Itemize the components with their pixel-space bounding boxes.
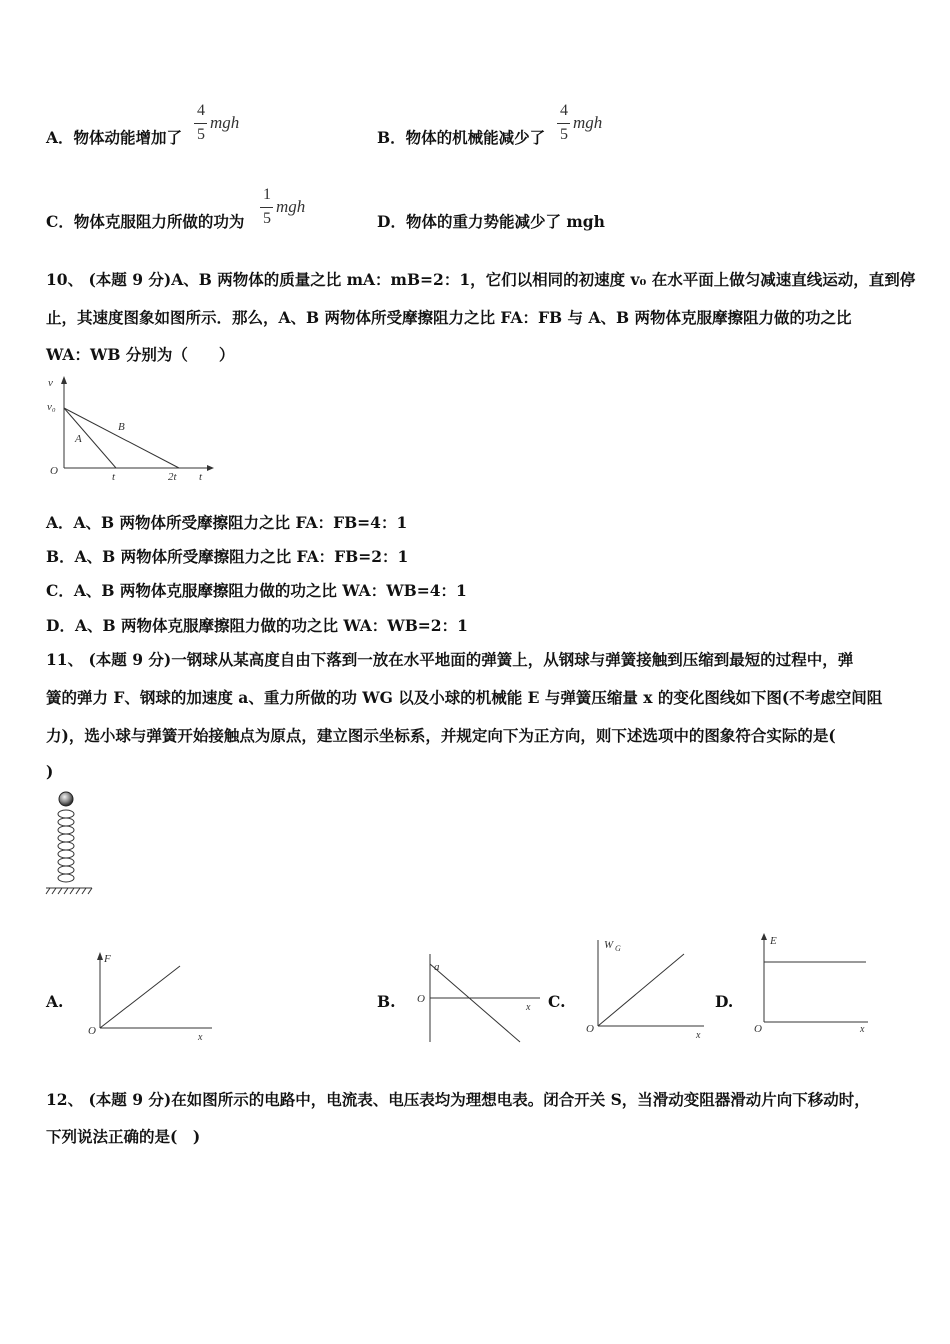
q12-stem-line-2: 下列说法正确的是( ) (46, 1127, 201, 1146)
q10-stem-line-2: 止，其速度图象如图所示．那么，A、B 两物体所受摩擦阻力之比 FA：FB 与 A、B 两物体克服摩擦阻力做的功之比 (46, 308, 852, 327)
origin-label: O (586, 1023, 594, 1035)
q10-stem-line-1: 10、 (本题 9 分)A、B 两物体的质量之比 mA：mB=2：1，它们以相同的初速度 v₀ 在水平面上做匀减速直线运动，直到停 (46, 270, 916, 289)
f-line (100, 966, 180, 1028)
fraction-tail: mgh (573, 113, 603, 132)
q11-graph-b (412, 944, 544, 1048)
q10-stem-line-3: WA：WB 分别为（ ） (46, 345, 235, 364)
fraction-numerator: 1 (263, 186, 271, 203)
x-axis-label: x (526, 1002, 531, 1013)
y-axis-subscript: G (615, 944, 621, 953)
q11-option-b-label: B. (377, 992, 396, 1011)
fraction-tail: mgh (276, 197, 306, 216)
2t-tick-label: 2t (168, 471, 177, 483)
t-axis-label: t (199, 471, 203, 483)
q11-stem-line-4: ) (46, 762, 54, 781)
q11-option-d-label: D. (715, 992, 734, 1011)
fraction-numerator: 4 (197, 102, 205, 119)
wg-line (598, 954, 684, 1026)
v-axis-arrow (61, 376, 67, 384)
origin-label: O (417, 993, 425, 1005)
q9-option-d: D．物体的重力势能减少了 mgh (377, 212, 605, 231)
fraction-tail: mgh (210, 113, 240, 132)
origin-label: O (754, 1023, 762, 1035)
a-line (430, 964, 520, 1042)
x-axis-label: x (198, 1032, 203, 1043)
fraction-bar (194, 123, 207, 124)
y-axis-arrow (761, 933, 767, 940)
fraction-denominator: 5 (560, 126, 568, 143)
fraction-bar (260, 207, 273, 208)
fraction-bar (557, 123, 570, 124)
line-a-label: A (75, 433, 82, 445)
q9-option-c: C．物体克服阻力所做的功为 (46, 212, 245, 231)
q11-graph-d (752, 930, 876, 1038)
q11-stem-line-3: 力)，选小球与弹簧开始接触点为原点，建立图示坐标系，并规定向下为正方向，则下述选项中的图象符合实际的是( (46, 726, 836, 745)
y-axis-label: E (770, 935, 777, 947)
q11-option-c-label: C. (548, 992, 566, 1011)
spring-icon (58, 810, 74, 882)
fraction-denominator: 5 (263, 210, 271, 227)
fraction-numerator: 4 (560, 102, 568, 119)
y-axis-label: F (104, 953, 111, 965)
line-a (64, 408, 116, 468)
q9-option-a: A．物体动能增加了 (46, 128, 183, 147)
spring-ball-figure (44, 788, 96, 900)
ground-hatch-icon (46, 888, 92, 894)
v0-label: v₀ (47, 401, 56, 413)
t-tick-label: t (112, 471, 116, 483)
y-axis-label: a (434, 961, 440, 973)
x-axis-label: x (860, 1024, 865, 1035)
q10-velocity-time-graph (44, 372, 219, 484)
q10-option-c: C．A、B 两物体克服摩擦阻力做的功之比 WA：WB=4：1 (46, 581, 467, 600)
origin-label: O (88, 1025, 96, 1037)
line-b-label: B (118, 421, 125, 433)
q10-option-b: B．A、B 两物体所受摩擦阻力之比 FA：FB=2：1 (46, 547, 409, 566)
fraction-denominator: 5 (197, 126, 205, 143)
q11-graph-a (80, 948, 220, 1044)
q10-option-a: A．A、B 两物体所受摩擦阻力之比 FA：FB=4：1 (46, 513, 408, 532)
q11-stem-line-1: 11、 (本题 9 分)一钢球从某高度自由下落到一放在水平地面的弹簧上，从钢球与弹簧接触到压缩到最短的过程中，弹 (46, 650, 854, 669)
q12-stem-line-1: 12、 (本题 9 分)在如图所示的电路中，电流表、电压表均为理想电表。闭合开关 S，当滑动变阻器滑动片向下移动时， (46, 1090, 870, 1109)
y-axis-arrow (97, 952, 103, 960)
x-axis-label: x (696, 1030, 701, 1041)
y-axis-label: W (604, 939, 614, 951)
v-axis-label: v (48, 377, 53, 389)
origin-label: O (50, 465, 58, 477)
q10-option-d: D．A、B 两物体克服摩擦阻力做的功之比 WA：WB=2：1 (46, 616, 468, 635)
t-axis-arrow (207, 465, 214, 471)
q11-option-a-label: A. (46, 992, 64, 1011)
q11-graph-c (584, 934, 710, 1046)
q9-option-b: B．物体的机械能减少了 (377, 128, 546, 147)
steel-ball-icon (59, 792, 73, 806)
q11-stem-line-2: 簧的弹力 F、钢球的加速度 a、重力所做的功 WG 以及小球的机械能 E 与弹簧压缩量 x 的变化图线如下图(不考虑空间阻 (46, 688, 883, 707)
